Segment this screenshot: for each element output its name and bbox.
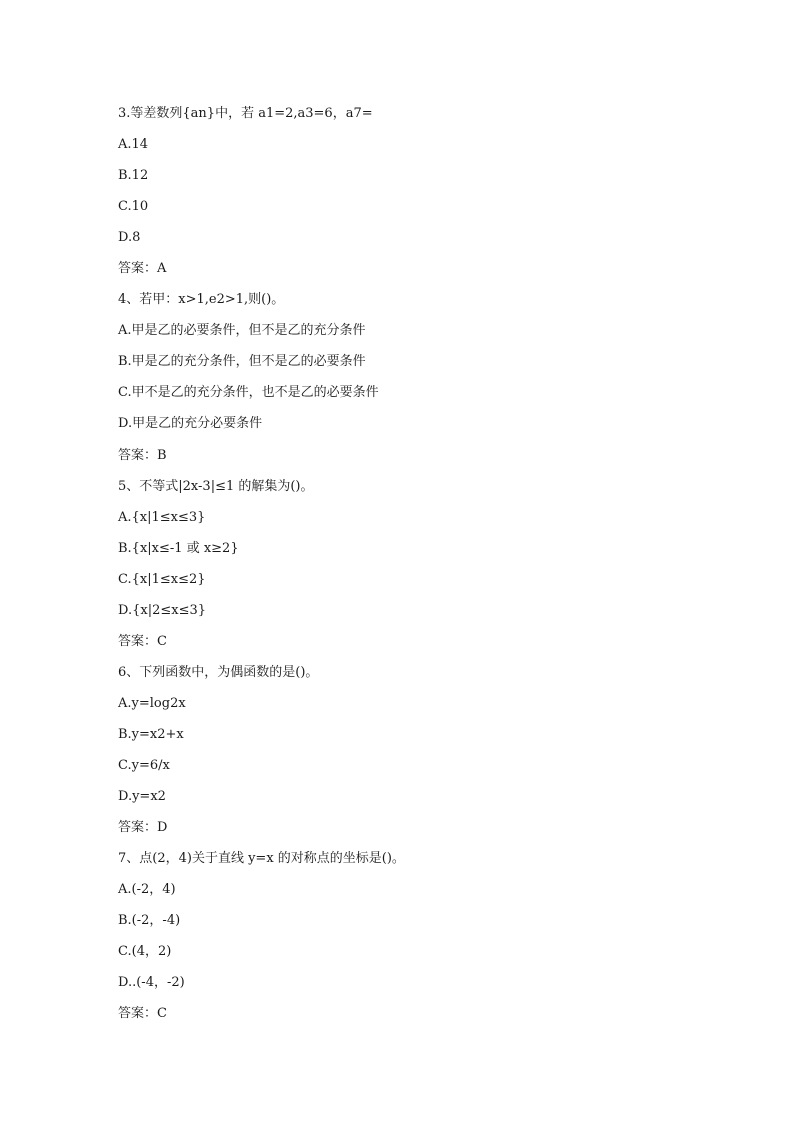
option-b: B.y=x2+x xyxy=(118,726,184,742)
question-6 xyxy=(118,662,758,848)
option-b: B.{x|x≤-1 或 x≥2} xyxy=(118,540,239,556)
question-stem: 3.等差数列{an}中，若 a1=2,a3=6，a7= xyxy=(118,106,373,121)
option-b: B.(-2，-4) xyxy=(118,913,181,929)
option-a: A.{x|1≤x≤3} xyxy=(118,509,206,525)
option-c: C.(4，2) xyxy=(118,944,172,960)
option-c: C.10 xyxy=(118,199,149,215)
option-a: A.(-2，4) xyxy=(118,882,176,898)
answer: 答案：B xyxy=(118,447,167,463)
question-stem: 7、点(2，4)关于直线 y=x 的对称点的坐标是()。 xyxy=(118,851,405,867)
option-a: A.y=log2x xyxy=(118,695,186,711)
question-3 xyxy=(118,103,758,289)
option-a: A.14 xyxy=(118,137,149,153)
option-b: B.12 xyxy=(118,168,149,184)
question-stem: 4、若甲：x>1,e2>1,则()。 xyxy=(118,292,285,308)
option-c: C.y=6/x xyxy=(118,757,170,773)
answer: 答案：A xyxy=(118,261,167,277)
option-c: C.甲不是乙的充分条件，也不是乙的必要条件 xyxy=(118,385,379,401)
answer: 答案：C xyxy=(118,633,167,649)
question-stem: 5、不等式|2x-3|≤1 的解集为()。 xyxy=(118,478,314,494)
option-d: D.甲是乙的充分必要条件 xyxy=(118,416,263,432)
question-stem: 6、下列函数中，为偶函数的是()。 xyxy=(118,664,319,680)
question-7 xyxy=(118,848,758,1034)
option-d: D.{x|2≤x≤3} xyxy=(118,602,207,618)
answer: 答案：C xyxy=(118,1006,167,1022)
answer: 答案：D xyxy=(118,820,168,836)
option-a: A.甲是乙的必要条件，但不是乙的充分条件 xyxy=(118,323,366,339)
option-d: D..(-4，-2) xyxy=(118,975,185,991)
option-c: C.{x|1≤x≤2} xyxy=(118,571,206,587)
option-d: D.y=x2 xyxy=(118,789,166,805)
question-4 xyxy=(118,289,758,475)
option-d: D.8 xyxy=(118,230,141,246)
question-5 xyxy=(118,476,758,662)
document-page xyxy=(118,103,758,1034)
option-b: B.甲是乙的充分条件，但不是乙的必要条件 xyxy=(118,354,366,370)
